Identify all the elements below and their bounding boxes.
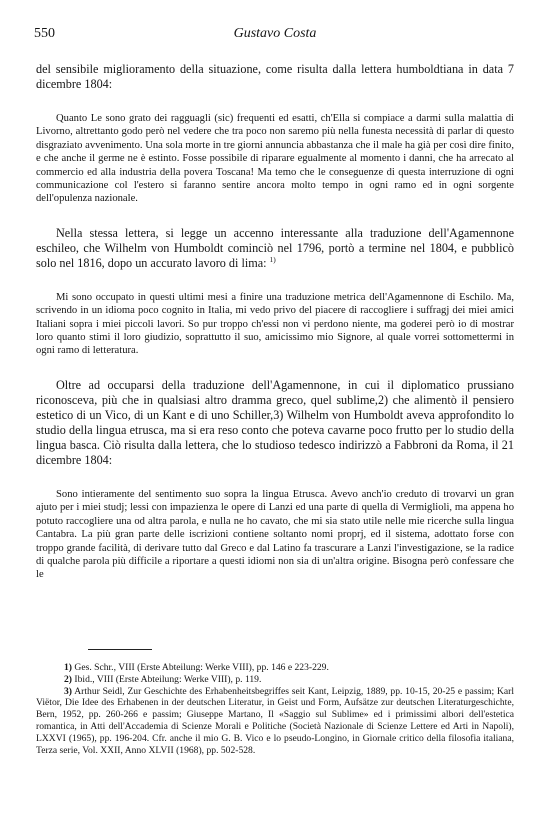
footnote-label: 1) bbox=[64, 662, 72, 673]
body-paragraph: Oltre ad occuparsi della traduzione dell'Agamennone, in cui il diplomatico prussiano riconosceva, più che in qualsiasi altro dramma greco, quel sublime,2) che alimentò il pensiero estetico di un Vico, di un Kant e di uno Schiller,3) Wilhelm von Humboldt aveva approfondito lo studio della lingua etrusca, ma si era reso conto che poteva cavarne poco frutto per lo studio della lingua basca. Ciò risulta dalla lettera, che lo studioso tedesco indirizzò a Fabbroni da Roma, il 21 dicembre 1804: bbox=[36, 377, 514, 467]
footnote bbox=[36, 686, 514, 757]
footnotes bbox=[36, 662, 514, 756]
body-text bbox=[36, 62, 514, 582]
footnote-text: Arthur Seidl, Zur Geschichte des Erhabenheitsbegriffes seit Kant, Leipzig, 1889, pp. 10-15, 20-25 e passim; Karl Viëtor, Die Idee des Erhabenen in der deutschen Literatur, in Geist und Form, Aufsätze zur deutschen Literaturgeschichte, Bern, 1952, pp. 260-266 e passim; Giuseppe Martano, Il «Saggio sul Sublime» ed i primissimi albori dell'estetica romantica, in Atti dell'Accademia di Scienze Morali e Politiche (Società Nazionale di Scienze Lettere ed Arti in Napoli), LXXVI (1965), pp. 196-204. Cfr. anche il mio G. B. Vico e lo pseudo-Longino, in Giornale critico della filosofia italiana, Terza serie, Vol. XXII, Anno XLVII (1968), pp. 502-528. bbox=[36, 685, 514, 756]
body-paragraph bbox=[36, 226, 514, 271]
footnote-separator bbox=[88, 649, 152, 650]
page-header bbox=[34, 26, 516, 44]
footnote-label: 3) bbox=[64, 685, 72, 697]
footnote-label: 2) bbox=[64, 673, 72, 685]
block-quote: Sono intieramente del sentimento suo sopra la lingua Etrusca. Avevo anch'io creduto di trovarvi un gran ajuto per i miei studj; lessi con impazienza le opere di Lanzi ed una parte di quella di Vermiglioli, ma appena ho potuto raccogliere una od altra parola, e nulla ne ho cavato, che mi sia stato utile nelle mie ricerche sulla lingua Cantabra. La più gran parte delle iscrizioni contiene soltanto nomi proprj, ed il sistema, adottato forse con troppo grande facilità, di derivare tutto dal Greco e dal Latino fa trascurare a Lanzi l'investigazione, se la radice di qualche parola più difficile a riportare a questi idiomi non sia di un'altra origine. Bisogna però confessare che le bbox=[36, 488, 514, 581]
footnote bbox=[36, 674, 514, 686]
footnote-ref: 1) bbox=[269, 254, 276, 264]
page-number: 550 bbox=[34, 26, 55, 41]
body-paragraph: del sensibile miglioramento della situazione, come risulta dalla lettera humboldtiana in data 7 dicembre 1804: bbox=[36, 62, 514, 91]
footnote bbox=[36, 662, 514, 674]
paragraph-text: Nella stessa lettera, si legge un accenno interessante alla traduzione dell'Agamennone eschileo, che Wilhelm von Humboldt cominciò nel 1796, portò a termine nel 1804, e pubblicò solo nel 1816, dopo un accurato lavoro di lima: bbox=[36, 225, 514, 270]
block-quote: Quanto Le sono grato dei ragguagli (sic) frequenti ed esatti, ch'Ella si compiace a darmi sulla malattia di Livorno, altrettanto godo però nel vedere che tra poco non saremo più nella funesta necessità di parlar di questo disgraziato avvenimento. Una sola morte in tre giorni annuncia abbastanza che il male ha già per così dire finito, e che anche il germe ne è estinto. Fosse possibile di riparare egualmente al momento i danni, che ha arrecato al commercio ed alla industria della povera Toscana! Ma temo che le conseguenze di questa interruzione di ogni communicazione col l'estero si faranno sentire ancora molto tempo in ogni ramo ed in ogni sorgente dell'opulenza nazionale. bbox=[36, 113, 514, 205]
block-quote: Mi sono occupato in questi ultimi mesi a finire una traduzione metrica dell'Agamennone di Eschilo. Ma, scrivendo in un idioma poco cognito in Italia, mi vedo privo del piacere di raccogliere i suffragj dei miei amici Italiani sopra i miei piccoli lavori. So pur troppo ch'essi non vi perdono niente, ma goderei però io di mostrar loro quanto stimi il loro giudizio, soprattutto il suo, amicissimo mio Signore, al quale vorrei sottomettermi in ogni ramo di letteratura. bbox=[36, 291, 514, 357]
running-head: Gustavo Costa bbox=[233, 26, 317, 41]
footnote-text: Ges. Schr., VIII (Erste Abteilung: Werke VIII), pp. 146 e 223-229. bbox=[74, 662, 329, 673]
footnote-text: Ibid., VIII (Erste Abteilung: Werke VIII), p. 119. bbox=[74, 673, 262, 685]
